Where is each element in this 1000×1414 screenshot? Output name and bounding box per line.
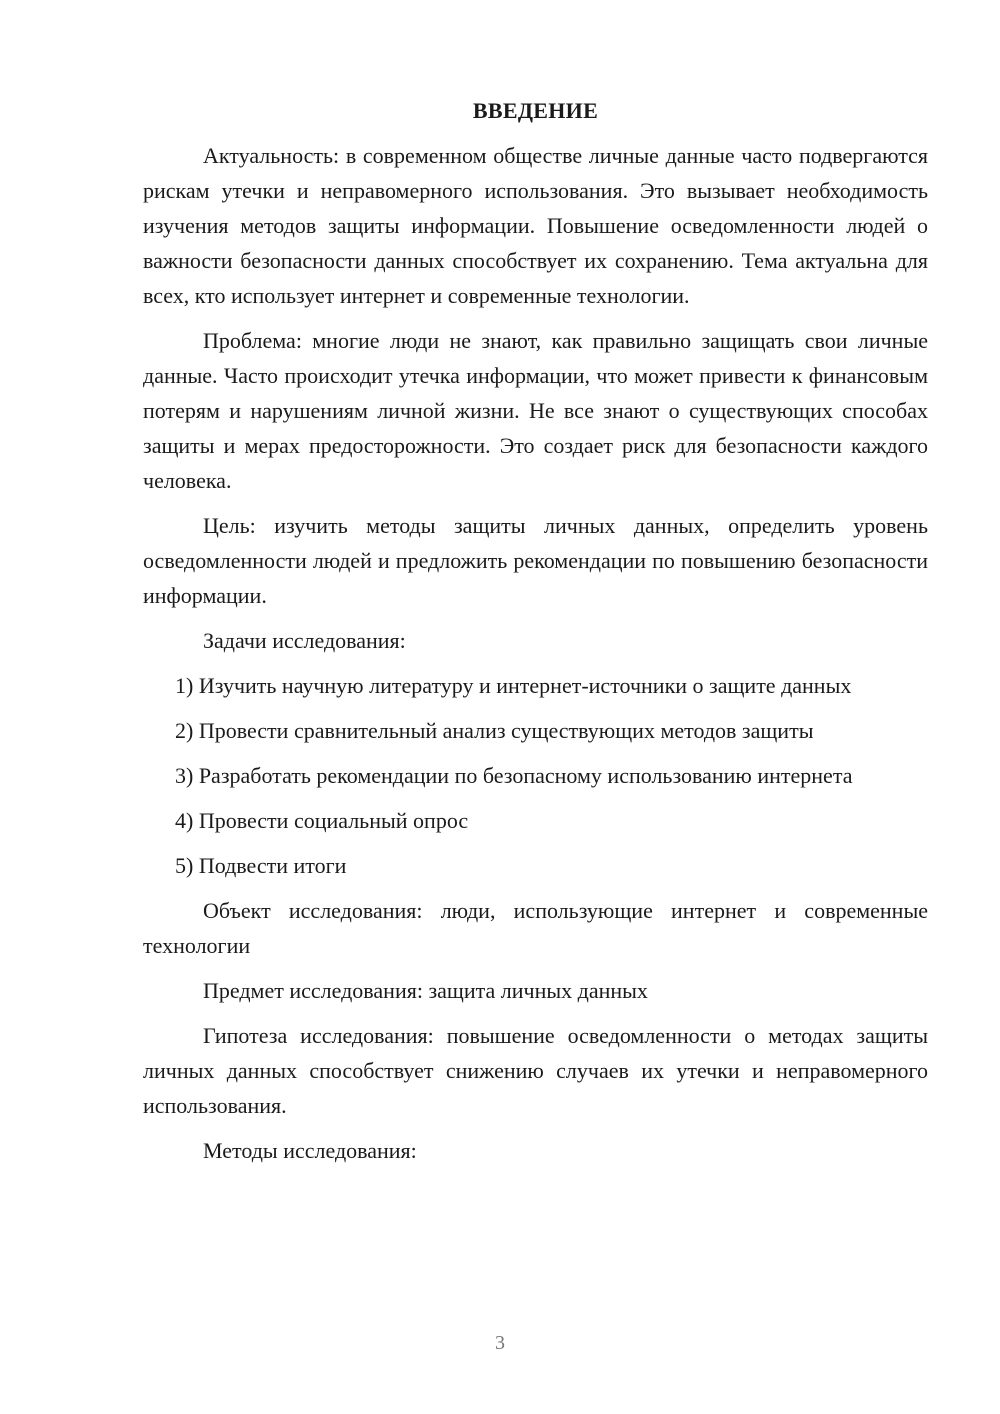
paragraph-relevance: Актуальность: в современном обществе личные данные часто подвергаются рискам утечки и неправомерного использования. Это вызывает необходимость изучения методов защиты информации. Повышение осведомленности людей о важности безопасности данных способствует их сохранению. Тема актуальна для всех, кто использует интернет и современные технологии. <box>143 143 928 308</box>
paragraph-hypothesis: Гипотеза исследования: повышение осведомленности о методах защиты личных данных способствует снижению случаев их утечки и неправомерного использования. <box>143 1023 928 1118</box>
task-item-2: 2) Провести сравнительный анализ существующих методов защиты <box>175 718 814 743</box>
paragraph-goal: Цель: изучить методы защиты личных данных, определить уровень осведомленности людей и предложить рекомендации по повышению безопасности информации. <box>143 513 928 608</box>
methods-heading: Методы исследования: <box>203 1138 417 1163</box>
task-item-1: 1) Изучить научную литературу и интернет-источники о защите данных <box>175 673 852 698</box>
paragraph-subject: Предмет исследования: защита личных данных <box>203 978 648 1003</box>
document-page <box>143 93 928 1178</box>
tasks-heading: Задачи исследования: <box>203 628 406 653</box>
task-item-5: 5) Подвести итоги <box>175 853 347 878</box>
task-item-3: 3) Разработать рекомендации по безопасному использованию интернета <box>175 763 853 788</box>
paragraph-problem: Проблема: многие люди не знают, как правильно защищать свои личные данные. Часто происходит утечка информации, что может привести к финансовым потерям и нарушениям личной жизни. Не все знают о существующих способах защиты и мерах предосторожности. Это создает риск для безопасности каждого человека. <box>143 328 928 493</box>
task-item-4: 4) Провести социальный опрос <box>175 808 469 833</box>
paragraph-object: Объект исследования: люди, использующие интернет и современные технологии <box>143 898 928 958</box>
page-number: 3 <box>495 1332 505 1354</box>
section-title: ВВЕДЕНИЕ <box>472 98 599 123</box>
